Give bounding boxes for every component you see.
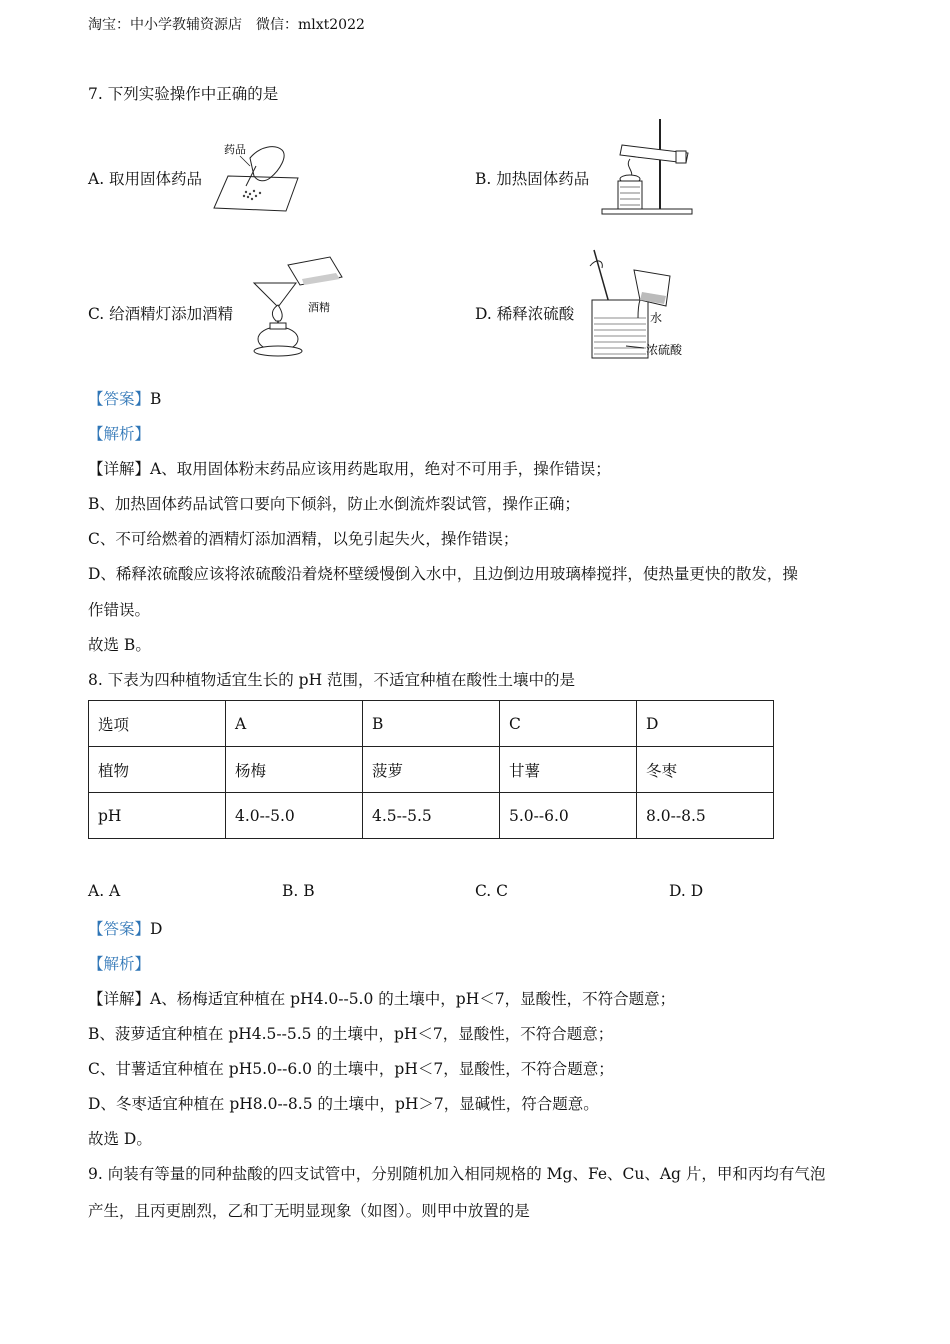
figure-a-hand-reagent bbox=[210, 136, 300, 216]
page-header: 淘宝：中小学教辅资源店 微信：mlxt2022 bbox=[88, 17, 365, 33]
q8-detail-line-2: B、菠萝适宜种植在 pH4.5--5.5 的土壤中，pH＜7，显酸性，不符合题意； bbox=[88, 1025, 614, 1043]
q8-answer bbox=[88, 917, 162, 939]
figure-d-dilute-acid bbox=[582, 248, 692, 363]
q7-answer bbox=[88, 387, 161, 409]
q8-detail-line-3: C、甘薯适宜种植在 pH5.0--6.0 的土壤中，pH＜7，显酸性，不符合题意； bbox=[88, 1060, 614, 1078]
q7-option-d: D. 稀释浓硫酸 bbox=[475, 305, 575, 323]
table-cell: A bbox=[226, 701, 363, 747]
table-row bbox=[89, 701, 774, 747]
q7-stem: 7. 下列实验操作中正确的是 bbox=[88, 85, 279, 103]
q8-option-a: A. A bbox=[88, 882, 121, 900]
q7-answer-prefix: 【答案】 bbox=[88, 390, 151, 408]
table-cell: pH bbox=[89, 793, 226, 839]
q8-option-d: D. D bbox=[669, 882, 704, 900]
figure-d-acid-label: 浓硫酸 bbox=[646, 343, 683, 357]
q7-option-c: C. 给酒精灯添加酒精 bbox=[88, 305, 234, 323]
q9-stem-line-2: 产生，且丙更剧烈，乙和丁无明显现象（如图）。则甲中放置的是 bbox=[88, 1202, 530, 1220]
table-cell: 4.0--5.0 bbox=[226, 793, 363, 839]
table-cell: 4.5--5.5 bbox=[363, 793, 500, 839]
table-row bbox=[89, 747, 774, 793]
q7-detail-line-1 bbox=[88, 457, 611, 479]
q8-conclusion: 故选 D。 bbox=[88, 1130, 152, 1148]
q8-detail-line-1 bbox=[88, 987, 675, 1009]
q7-conclusion: 故选 B。 bbox=[88, 636, 151, 654]
q8-answer-prefix: 【答案】 bbox=[88, 920, 151, 938]
figure-c-label: 酒精 bbox=[308, 301, 330, 314]
q7-analysis: 【解析】 bbox=[88, 425, 151, 443]
q7-detail-line-3: C、不可给燃着的酒精灯添加酒精，以免引起失火，操作错误； bbox=[88, 530, 519, 548]
q7-detail-text-1: A、取用固体粉末药品应该用药匙取用，绝对不可用手，操作错误； bbox=[150, 460, 611, 478]
table-cell: D bbox=[637, 701, 774, 747]
table-cell: 植物 bbox=[89, 747, 226, 793]
q7-detail-line-2: B、加热固体药品试管口要向下倾斜，防止水倒流炸裂试管，操作正确； bbox=[88, 495, 580, 513]
table-cell: 冬枣 bbox=[637, 747, 774, 793]
q7-option-b: B. 加热固体药品 bbox=[475, 170, 590, 188]
ph-table bbox=[88, 700, 774, 839]
table-cell: 8.0--8.5 bbox=[637, 793, 774, 839]
q8-answer-value: D bbox=[150, 920, 163, 938]
q7-answer-value: B bbox=[150, 390, 162, 408]
figure-a-label: 药品 bbox=[224, 143, 246, 156]
table-cell: B bbox=[363, 701, 500, 747]
q7-detail-line-4: D、稀释浓硫酸应该将浓硫酸沿着烧杯壁缓慢倒入水中，且边倒边用玻璃棒搅拌，使热量更快的散发，操 bbox=[88, 565, 798, 583]
q8-option-c: C. C bbox=[475, 882, 509, 900]
q8-detail-line-4: D、冬枣适宜种植在 pH8.0--8.5 的土壤中，pH＞7，显碱性，符合题意。 bbox=[88, 1095, 599, 1113]
figure-b-heating-tube bbox=[600, 117, 695, 217]
q8-detail-prefix: 【详解】 bbox=[88, 990, 151, 1008]
table-cell: 5.0--6.0 bbox=[500, 793, 637, 839]
q8-detail-text-1: A、杨梅适宜种植在 pH4.0--5.0 的土壤中，pH＜7，显酸性，不符合题意； bbox=[150, 990, 676, 1008]
figure-d-water-label: 水 bbox=[650, 311, 663, 325]
table-cell: 杨梅 bbox=[226, 747, 363, 793]
q8-analysis: 【解析】 bbox=[88, 955, 151, 973]
q7-detail-line-5: 作错误。 bbox=[88, 601, 151, 619]
q7-detail-prefix: 【详解】 bbox=[88, 460, 151, 478]
q8-option-b: B. B bbox=[282, 882, 315, 900]
q8-stem: 8. 下表为四种植物适宜生长的 pH 范围，不适宜种植在酸性土壤中的是 bbox=[88, 671, 576, 689]
table-cell: 菠萝 bbox=[363, 747, 500, 793]
table-cell: 甘薯 bbox=[500, 747, 637, 793]
q9-stem-line-1: 9. 向装有等量的同种盐酸的四支试管中，分别随机加入相同规格的 Mg、Fe、Cu、Ag 片，甲和丙均有气泡 bbox=[88, 1165, 826, 1183]
q7-option-a: A. 取用固体药品 bbox=[88, 170, 203, 188]
table-row bbox=[89, 793, 774, 839]
figure-c-alcohol-lamp bbox=[250, 255, 350, 360]
table-cell: 选项 bbox=[89, 701, 226, 747]
table-cell: C bbox=[500, 701, 637, 747]
